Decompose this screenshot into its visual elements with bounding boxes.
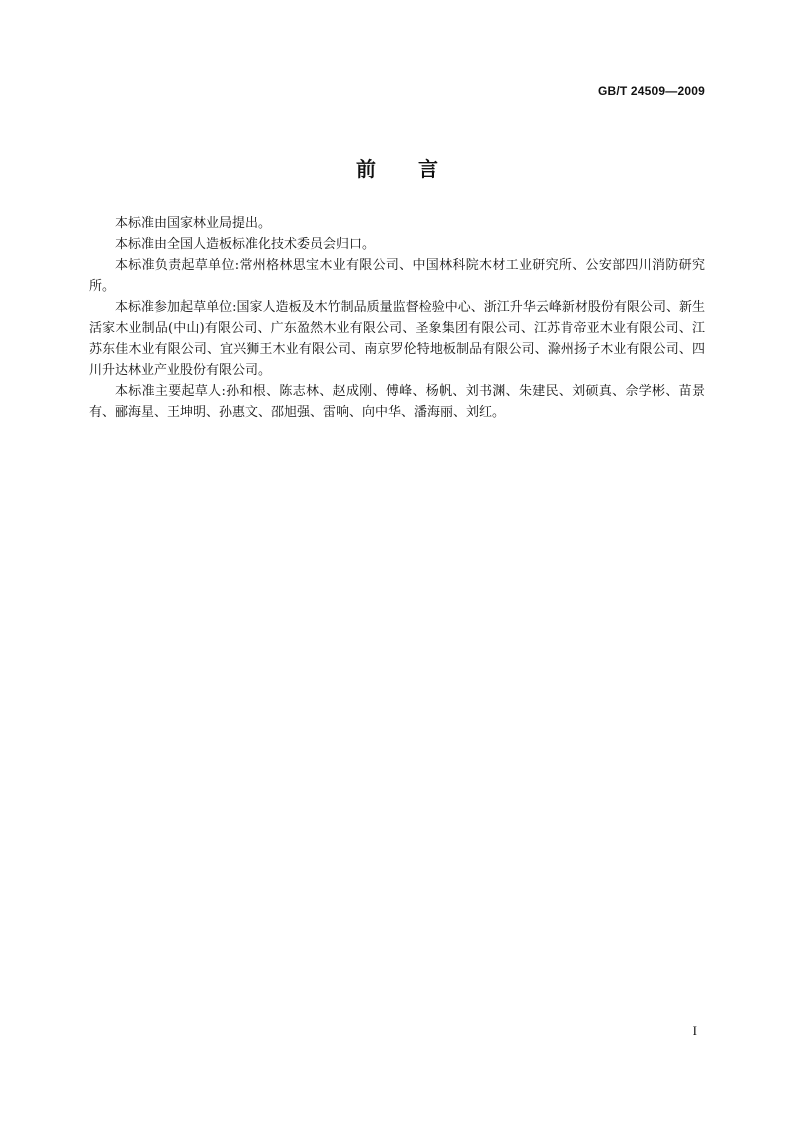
page-title bbox=[0, 153, 794, 182]
standard-number: GB/T 24509—2009 bbox=[597, 84, 705, 98]
title-char-1: 前 bbox=[356, 157, 376, 181]
paragraph-proposer: 本标准由国家林业局提出。 bbox=[115, 216, 272, 231]
paragraph-administrator: 本标准由全国人造板标准化技术委员会归口。 bbox=[115, 237, 376, 252]
paragraph-participating-units: 本标准参加起草单位:国家人造板及木竹制品质量监督检验中心、浙江升华云峰新材股份有限公司、新生活家木业制品(中山)有限公司、广东盈然木业有限公司、圣象集团有限公司、江苏肯帝亚木业有限公司、江苏东佳木业有限公司、宜兴狮王木业有限公司、南京罗伦特地板制品有限公司、滁州扬子木业有限公司、四川升达林业产业股份有限公司。 bbox=[89, 300, 705, 378]
paragraph-drafting-units: 本标准负责起草单位:常州格林思宝木业有限公司、中国林科院木材工业研究所、公安部四川消防研究所。 bbox=[89, 258, 705, 294]
title-char-2: 言 bbox=[418, 157, 438, 181]
paragraph-main-drafters: 本标准主要起草人:孙和根、陈志林、赵成刚、傅峰、杨帆、刘书渊、朱建民、刘硕真、佘学彬、苗景有、郦海星、王坤明、孙惠文、邵旭强、雷响、向中华、潘海丽、刘红。 bbox=[89, 384, 705, 420]
page-number: I bbox=[692, 1023, 697, 1038]
foreword-body bbox=[89, 213, 705, 423]
